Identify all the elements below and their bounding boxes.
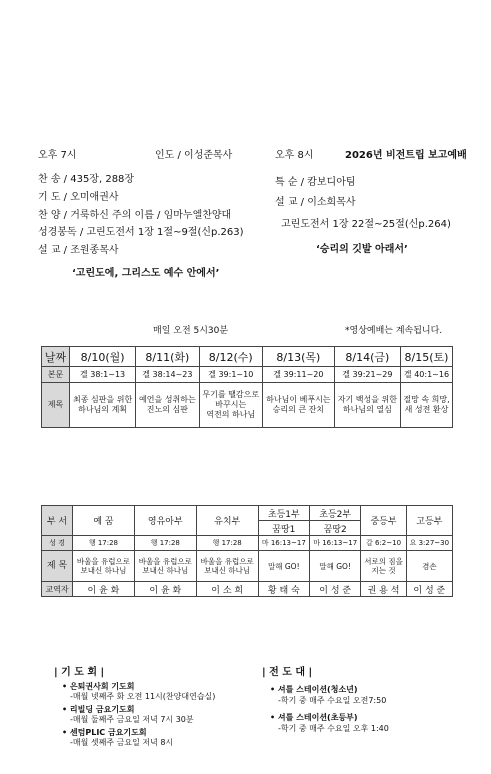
left-service-leader: 인도 / 이성준목사 [155, 150, 233, 161]
daily-passage: 겔 38:1~13 [70, 367, 136, 383]
left-reading: 성경봉독 / 고린도전서 1장 1절~9절(신p.263) [38, 227, 244, 238]
daily-date-label: 날짜 [42, 347, 70, 367]
school-dept-label: 부 서 [42, 506, 73, 536]
daily-date: 8/12(수) [199, 347, 262, 367]
school-title: 겸손 [406, 551, 452, 582]
daily-schedule-table [41, 346, 453, 428]
school-bible: 갈 6:2~10 [361, 536, 406, 551]
evangelism-title: • 셔틀 스테이션(초등부) [270, 713, 358, 722]
school-bible: 행 17:28 [196, 536, 258, 551]
daily-date: 8/11(화) [136, 347, 199, 367]
school-teacher-label: 교역자 [42, 582, 73, 597]
school-teacher: 이 성 준 [310, 582, 361, 597]
daily-date: 8/13(목) [262, 347, 334, 367]
prayer-meeting-detail: -매월 넷째주 화 오전 11시(찬양대연습실) [70, 692, 216, 701]
school-bible-label: 성 경 [42, 536, 73, 551]
prayer-meeting-title: • 은퇴권사회 기도회 [62, 682, 135, 691]
daily-passage: 겔 40:1~16 [400, 367, 452, 383]
school-title: 바울을 유럽으로 보내신 하나님 [196, 551, 258, 582]
school-title: 바울을 유럽으로 보내신 하나님 [134, 551, 196, 582]
daily-passage: 겔 38:14~23 [136, 367, 199, 383]
right-special: 특 순 / 캄보디아팀 [275, 177, 356, 188]
school-dept: 초등1부 [258, 506, 309, 521]
school-bible: 요 3:27~30 [406, 536, 452, 551]
prayer-meeting-detail: -매월 둘째주 금요일 저녁 7시 30분 [70, 715, 194, 724]
daily-header-row [42, 347, 453, 367]
evangelism-detail: -학기 중 매주 수요일 오전7:50 [278, 696, 387, 705]
left-praise: 찬 양 / 거룩하신 주의 이름 / 임마누엘찬양대 [38, 210, 232, 221]
daily-title-label: 제목 [42, 383, 70, 428]
prayer-meetings-heading: | 기 도 회 | [54, 667, 105, 678]
daily-passage: 겔 39:21~29 [334, 367, 400, 383]
school-bible: 행 17:28 [134, 536, 196, 551]
school-teacher: 황 태 숙 [258, 582, 309, 597]
daily-title: 하나님이 베푸시는 승리의 큰 잔치 [262, 383, 334, 428]
school-title: 서로의 짐을 지는 것 [361, 551, 406, 582]
daily-passage: 겔 39:11~20 [262, 367, 334, 383]
school-title: 말해 GO! [258, 551, 309, 582]
school-bible: 마 16:13~17 [310, 536, 361, 551]
daily-title: 자기 백성을 위한 하나님의 열심 [334, 383, 400, 428]
school-title: 바울을 유럽으로 보내신 하나님 [73, 551, 135, 582]
school-title: 말해 GO! [310, 551, 361, 582]
evangelism-detail: -학기 중 매주 수요일 오후 1:40 [278, 724, 389, 733]
daily-date: 8/15(토) [400, 347, 452, 367]
daily-title-row [42, 383, 453, 428]
prayer-meeting-title: • 리빌딩 금요기도회 [62, 705, 135, 714]
school-teacher: 이 성 준 [406, 582, 452, 597]
school-dept: 영유아부 [134, 506, 196, 536]
daily-passage-row [42, 367, 453, 383]
daily-passage-label: 본문 [42, 367, 70, 383]
daily-title: 절망 속 희망, 새 성전 환상 [400, 383, 452, 428]
school-title-row [42, 551, 453, 582]
school-teacher-row [42, 582, 453, 597]
evangelism-title: • 셔틀 스테이션(청소년) [270, 685, 358, 694]
left-sermon-title: ‘고린도에, 그리스도 예수 안에서’ [72, 268, 220, 279]
school-subdept: 꿈땅1 [258, 521, 309, 536]
daily-title: 예언을 성취하는 진노의 심판 [136, 383, 199, 428]
daily-passage: 겔 39:1~10 [199, 367, 262, 383]
right-service-time: 오후 8시 [275, 150, 314, 161]
school-dept: 예 꿈 [73, 506, 135, 536]
right-sermon-title: ‘승리의 깃발 아래서’ [316, 244, 408, 255]
daily-date: 8/10(월) [70, 347, 136, 367]
prayer-meeting-detail: -매월 셋째주 금요일 저녁 8시 [70, 738, 174, 747]
school-dept: 중등부 [361, 506, 406, 536]
school-table [41, 505, 453, 597]
evangelism-heading: | 전 도 대 | [262, 667, 313, 678]
prayer-meeting-title: • 센텀PLIC 금요기도회 [62, 728, 147, 737]
school-teacher: 이 윤 화 [134, 582, 196, 597]
school-title-label: 제 목 [42, 551, 73, 582]
left-hymn: 찬 송 / 435장, 288장 [38, 174, 135, 185]
daily-date: 8/14(금) [334, 347, 400, 367]
left-service-time: 오후 7시 [38, 150, 77, 161]
daily-time: 매일 오전 5시30분 [153, 326, 229, 336]
school-subdept: 꿈땅2 [310, 521, 361, 536]
left-prayer: 기 도 / 오미애권사 [38, 192, 119, 203]
daily-title: 최종 심판을 위한 하나님의 계획 [70, 383, 136, 428]
right-service-name: 2026년 비전트립 보고예배 [345, 150, 467, 161]
school-bible-row [42, 536, 453, 551]
school-dept: 유치부 [196, 506, 258, 536]
daily-title: 무기를 땔감으로 바꾸시는 역전의 하나님 [199, 383, 262, 428]
school-teacher: 이 소 희 [196, 582, 258, 597]
school-teacher: 권 용 석 [361, 582, 406, 597]
daily-note: *영상예배는 계속됩니다. [345, 326, 443, 336]
right-reading: 고린도전서 1장 22절~25절(신p.264) [281, 219, 451, 230]
school-dept: 고등부 [406, 506, 452, 536]
school-bible: 행 17:28 [73, 536, 135, 551]
school-teacher: 이 윤 화 [73, 582, 135, 597]
left-sermon: 설 교 / 조원종목사 [38, 245, 119, 256]
right-sermon: 설 교 / 이소희목사 [275, 197, 356, 208]
school-bible: 마 16:13~17 [258, 536, 309, 551]
school-dept-row [42, 506, 453, 521]
school-dept: 초등2부 [310, 506, 361, 521]
